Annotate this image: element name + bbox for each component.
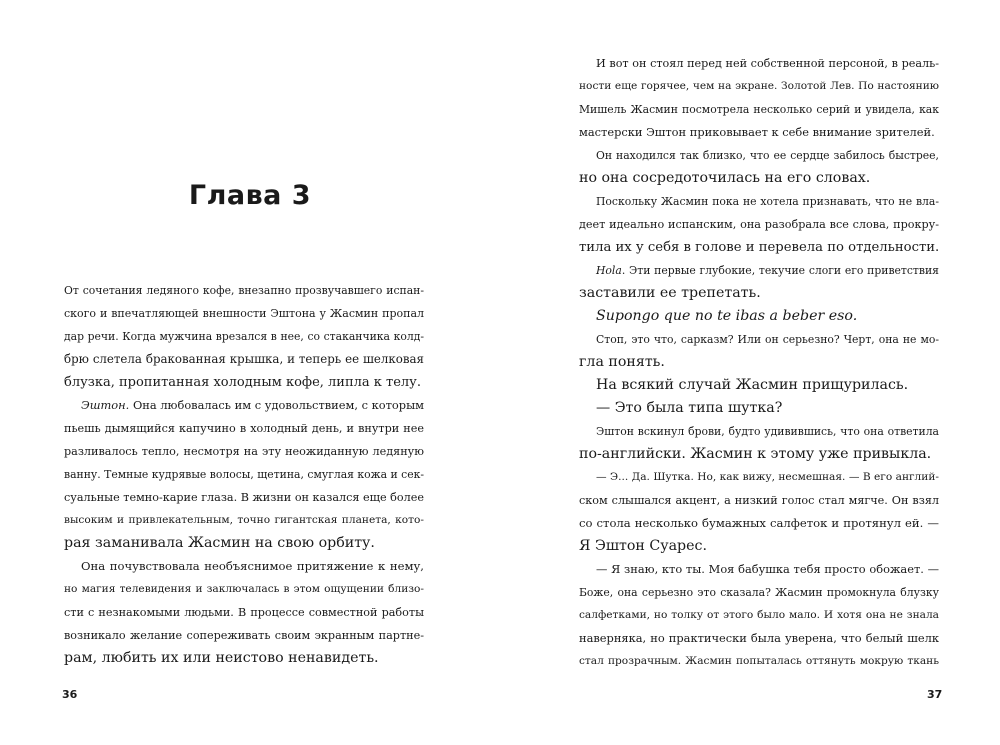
paragraph <box>579 259 939 305</box>
text-line <box>64 394 424 417</box>
paragraph <box>64 394 424 555</box>
paragraph <box>579 328 939 374</box>
paragraph <box>579 52 939 144</box>
paragraph <box>579 466 939 558</box>
page-number: 36 <box>62 688 78 701</box>
right-page <box>500 0 1000 745</box>
text-line: но она сосредоточилась на его словах. <box>579 170 871 186</box>
text-line: Боже, она серьезно это сказала? Жасмин промокнула блузку <box>579 586 939 599</box>
text-line: — Я знаю, кто ты. Моя бабушка тебя просто обожает. — <box>596 562 939 576</box>
text-fragment: . Эти первые глубокие, текучие слоги его приветствия <box>621 264 939 277</box>
text-line: стал прозрачным. Жасмин попыталась оттянуть мокрую ткань <box>579 655 939 667</box>
text-line: ности еще горячее, чем на экране. Золотой Лев. По настоянию <box>579 80 939 92</box>
text-line: рам, любить их или неистово ненавидеть. <box>64 650 379 666</box>
italic-name: Эштон. <box>81 398 130 412</box>
text-line: Мишель Жасмин посмотрела несколько серий и увидела, как <box>579 103 939 116</box>
text-line: Он находился так близко, что ее сердце забилось быстрее, <box>596 149 939 162</box>
text-line: заставили ее трепетать. <box>579 285 761 301</box>
text-line: — Это была типа шутка? <box>596 400 783 416</box>
right-page-text <box>579 52 939 673</box>
text-line: ском слышался акцент, а низкий голос стал мягче. Он взял <box>579 494 939 507</box>
text-line: Поскольку Жасмин пока не хотела признавать, что не вла- <box>596 195 939 208</box>
paragraph <box>579 374 939 397</box>
text-line: дар речи. Когда мужчина врезался в нее, со стаканчика колд- <box>64 330 424 343</box>
text-line: со стола несколько бумажных салфеток и протянул ей. — <box>579 516 939 530</box>
text-line: И вот он стоял перед ней собственной персоной, в реаль- <box>596 57 939 70</box>
paragraph <box>579 190 939 259</box>
text-line: Она почувствовала необъяснимое притяжение к нему, <box>81 559 424 573</box>
text-line: — Э... Да. Шутка. Но, как вижу, несмешная. — В его англий- <box>596 471 939 483</box>
text-line: мастерски Эштон приковывает к себе внимание зрителей. <box>579 125 935 139</box>
text-fragment: Она любовалась им с удовольствием, с которым <box>129 398 424 412</box>
paragraph <box>579 397 939 420</box>
italic-word: Hola <box>596 264 622 277</box>
paragraph <box>579 305 939 328</box>
page-number: 37 <box>927 688 943 701</box>
paragraph <box>579 420 939 466</box>
chapter-title: Глава 3 <box>188 180 312 211</box>
text-line: На всякий случай Жасмин прищурилась. <box>596 377 909 393</box>
text-line: по-английски. Жасмин к этому уже привыкла. <box>579 446 932 462</box>
text-line: деет идеально испанским, она разобрала все слова, прокру- <box>579 218 939 231</box>
text-line: высоким и привлекательным, точно гигантская планета, кото- <box>64 514 424 526</box>
text-line: салфетками, но толку от этого было мало. И хотя она не знала <box>579 609 939 621</box>
italic-line: Supongo que no te ibas a beber eso. <box>596 308 858 324</box>
text-line: но магия телевидения и заключалась в этом ощущении близо- <box>64 583 424 595</box>
text-line: Эштон вскинул брови, будто удивившись, что она ответила <box>596 425 939 438</box>
text-line: разливалось тепло, несмотря на эту неожиданную ледяную <box>64 445 424 458</box>
paragraph <box>579 144 939 190</box>
text-line: От сочетания ледяного кофе, внезапно прозвучавшего испан- <box>64 284 424 297</box>
text-line: брю слетела бракованная крышка, и теперь ее шелковая <box>64 352 424 366</box>
text-line: блузка, пропитанная холодным кофе, липла к телу. <box>64 375 421 390</box>
text-line: пьешь дымящийся капучино в холодный день, и внутри нее <box>64 422 424 435</box>
paragraph <box>64 555 424 670</box>
text-line: суальные темно-карие глаза. В жизни он казался еще более <box>64 491 424 504</box>
text-line: ского и впечатляющей внешности Эштона у Жасмин пропал <box>64 307 424 320</box>
text-line: возникало желание сопереживать своим экранным партне- <box>64 629 424 642</box>
text-line: ванну. Темные кудрявые волосы, щетина, смуглая кожа и сек- <box>64 468 424 481</box>
text-line <box>579 259 939 282</box>
text-line: Я Эштон Суарес. <box>579 538 707 554</box>
text-line: гла понять. <box>579 354 665 370</box>
text-line: Стоп, это что, сарказм? Или он серьезно? Черт, она не мо- <box>596 333 939 346</box>
text-line: тила их у себя в голове и перевела по отдельности. <box>579 240 940 255</box>
text-line: сти с незнакомыми людьми. В процессе совместной работы <box>64 606 424 619</box>
left-page-text <box>64 279 424 670</box>
text-line: рая заманивала Жасмин на свою орбиту. <box>64 535 375 551</box>
text-line: наверняка, но практически была уверена, что белый шелк <box>579 631 939 645</box>
paragraph <box>64 279 424 394</box>
paragraph <box>579 558 939 673</box>
